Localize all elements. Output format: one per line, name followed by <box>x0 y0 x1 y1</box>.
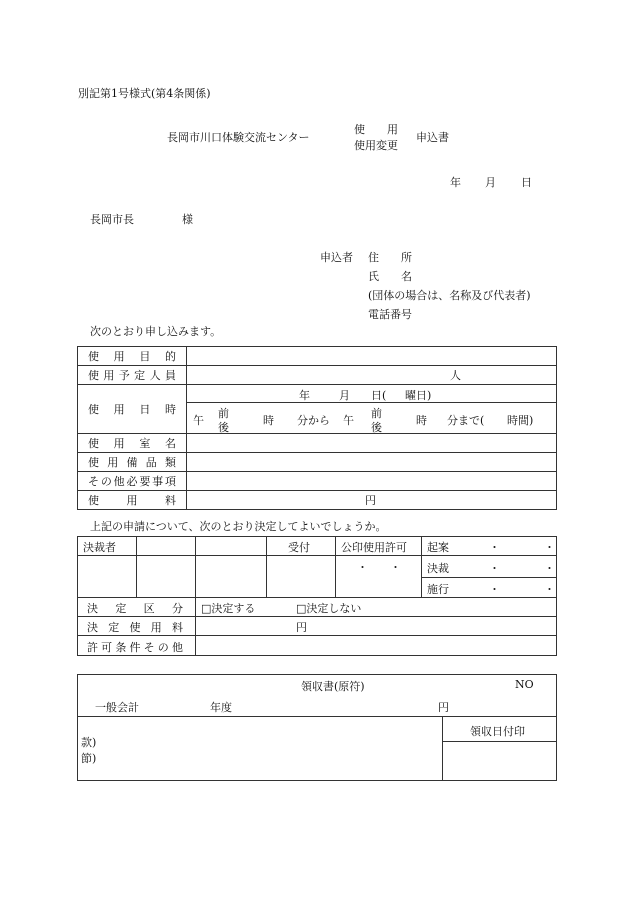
label-char: 必 <box>126 475 138 488</box>
decided-fee-unit: 円 <box>296 621 307 634</box>
label-char: 他 <box>171 641 183 654</box>
label-char: 定 <box>115 602 127 615</box>
label-char: そ <box>88 475 99 488</box>
receipt-kan: 款) <box>81 736 97 749</box>
date-y: 年 <box>299 388 310 402</box>
decide-no-option[interactable]: □決定しない <box>296 602 362 615</box>
date-year-label: 年 <box>450 176 461 189</box>
label-char: 日 <box>139 403 151 416</box>
receipt-setsu: 節) <box>81 752 97 765</box>
label-char: 要 <box>139 475 151 488</box>
value-time[interactable] <box>187 403 557 434</box>
until-min: 分まで( <box>447 413 485 427</box>
form-reference: 別記第1号様式(第4条関係) <box>78 87 211 100</box>
receipt-stamp-label: 領収日付印 <box>470 725 525 738</box>
title-suffix: 申込書 <box>416 131 449 144</box>
decision-grid <box>77 536 557 656</box>
addressee: 長岡市長 <box>90 213 134 226</box>
am-option-2[interactable]: 前 <box>371 406 382 420</box>
label-char: 事 <box>152 475 164 488</box>
label-people <box>78 366 187 385</box>
label-char: 用 <box>107 456 119 469</box>
applicant-phone: 電話番号 <box>368 308 412 321</box>
label-text <box>82 367 182 383</box>
hour-until: 時 <box>416 413 427 427</box>
label-char: の <box>157 641 169 654</box>
label-text <box>82 473 182 489</box>
label-char: 決 <box>87 602 98 615</box>
label-text <box>82 435 182 451</box>
label-char: 用 <box>150 621 162 634</box>
label-room <box>78 434 187 453</box>
label-purpose <box>78 347 187 366</box>
label-char: 用 <box>103 369 115 382</box>
final-dots: ・ ・ <box>489 562 555 575</box>
decided-fee-label <box>81 619 189 635</box>
label-char: 可 <box>101 641 113 654</box>
label-char: 決 <box>87 621 98 634</box>
hour-from: 時 <box>263 413 274 427</box>
label-char: 分 <box>171 602 183 615</box>
draft-label: 起案 <box>427 541 449 554</box>
label-char: 使 <box>129 621 141 634</box>
intro-text: 次のとおり申し込みます。 <box>90 325 222 338</box>
enforce-label: 施行 <box>427 583 449 596</box>
value-purpose[interactable] <box>187 347 557 366</box>
label-char: 用 <box>126 494 138 507</box>
label-text <box>82 401 182 417</box>
receipt-no: NO <box>515 678 534 691</box>
label-char: 室 <box>139 437 151 450</box>
label-char: 使 <box>88 403 99 416</box>
label-datetime <box>78 385 187 434</box>
decide-yes-option[interactable]: □決定する <box>201 602 256 615</box>
label-text <box>81 639 189 655</box>
label-char: 員 <box>164 369 176 382</box>
applicant-group-note: (団体の場合は、名称及び代表者) <box>368 289 531 302</box>
receipt-fiscal-year: 年度 <box>210 701 232 714</box>
label-char: 備 <box>126 456 138 469</box>
label-char: 使 <box>88 369 99 382</box>
label-char: 的 <box>164 350 176 363</box>
receipt-yen: 円 <box>438 701 449 714</box>
date-m: 月 <box>339 388 350 402</box>
applicant-address: 住 所 <box>368 251 412 264</box>
label-char: 目 <box>139 350 151 363</box>
application-table <box>77 346 557 510</box>
value-other[interactable] <box>187 472 557 491</box>
value-fee[interactable] <box>187 491 557 510</box>
label-char: 定 <box>108 621 120 634</box>
pm-option-2[interactable]: 後 <box>371 420 382 434</box>
value-date[interactable] <box>187 385 557 403</box>
label-text <box>81 619 189 635</box>
receipt-account: 一般会計 <box>95 701 139 714</box>
label-char: 使 <box>88 456 99 469</box>
receipt-box <box>77 674 557 781</box>
value-equipment[interactable] <box>187 453 557 472</box>
label-char: 用 <box>113 350 125 363</box>
decision-table <box>77 536 557 656</box>
approver-label: 決裁者 <box>83 541 116 554</box>
label-text <box>82 454 182 470</box>
seal-permit-label: 公印使用許可 <box>341 541 407 554</box>
label-char: 時 <box>164 403 176 416</box>
enforce-dots: ・ ・ <box>489 583 555 596</box>
title-use: 使 用 <box>354 123 398 136</box>
seal-dots: ・ ・ <box>357 561 401 574</box>
ampm-label: 午 <box>193 413 204 427</box>
label-char: そ <box>143 641 155 654</box>
date-day-label: 日 <box>521 176 532 189</box>
label-char: 料 <box>165 494 176 507</box>
addressee-honorific: 様 <box>182 213 193 226</box>
label-text <box>82 348 182 364</box>
label-char: 使 <box>88 350 99 363</box>
decision-type-label <box>81 600 189 616</box>
received-label: 受付 <box>288 541 310 554</box>
label-char: 区 <box>143 602 155 615</box>
label-char: 項 <box>164 475 176 488</box>
date-d: 日( <box>371 388 387 402</box>
ampm-label-2: 午 <box>343 413 354 427</box>
final-label: 決裁 <box>427 562 449 575</box>
draft-dots: ・ ・ <box>489 541 555 554</box>
label-char: 用 <box>113 437 125 450</box>
title-facility: 長岡市川口体験交流センター <box>167 131 310 144</box>
label-text <box>81 600 189 616</box>
label-char: 使 <box>88 494 99 507</box>
label-char: 名 <box>164 437 176 450</box>
title-change: 使用変更 <box>354 139 398 152</box>
label-other <box>78 472 187 491</box>
date-month-label: 月 <box>485 176 496 189</box>
conditions-label <box>81 639 189 655</box>
label-char: 品 <box>145 456 157 469</box>
from-min: 分から <box>297 413 330 427</box>
decision-intro: 上記の申請について、次のとおり決定してよいでしょうか。 <box>90 520 387 533</box>
label-char: 料 <box>172 621 183 634</box>
label-char: 条 <box>115 641 127 654</box>
label-text <box>82 492 182 508</box>
label-char: 人 <box>149 369 161 382</box>
hours-total: 時間) <box>507 413 534 427</box>
value-room[interactable] <box>187 434 557 453</box>
label-char: 許 <box>87 641 98 654</box>
date-weekday: 曜日) <box>405 388 432 402</box>
label-char: 他 <box>113 475 125 488</box>
value-people[interactable] <box>187 366 557 385</box>
applicant-label: 申込者 <box>320 251 353 264</box>
label-char: 予 <box>118 369 130 382</box>
label-fee <box>78 491 187 510</box>
applicant-name: 氏 名 <box>368 270 412 283</box>
label-char: 使 <box>88 437 99 450</box>
pm-option[interactable]: 後 <box>218 420 229 434</box>
fee-unit: 円 <box>365 494 376 507</box>
label-char: 用 <box>113 403 125 416</box>
am-option[interactable]: 前 <box>218 406 229 420</box>
label-char: 類 <box>165 456 176 469</box>
label-equipment <box>78 453 187 472</box>
label-char: 件 <box>129 641 141 654</box>
receipt-title: 領収書(原符) <box>301 680 365 693</box>
label-char: の <box>100 475 112 488</box>
label-char: 定 <box>134 369 146 382</box>
people-unit: 人 <box>450 369 461 382</box>
